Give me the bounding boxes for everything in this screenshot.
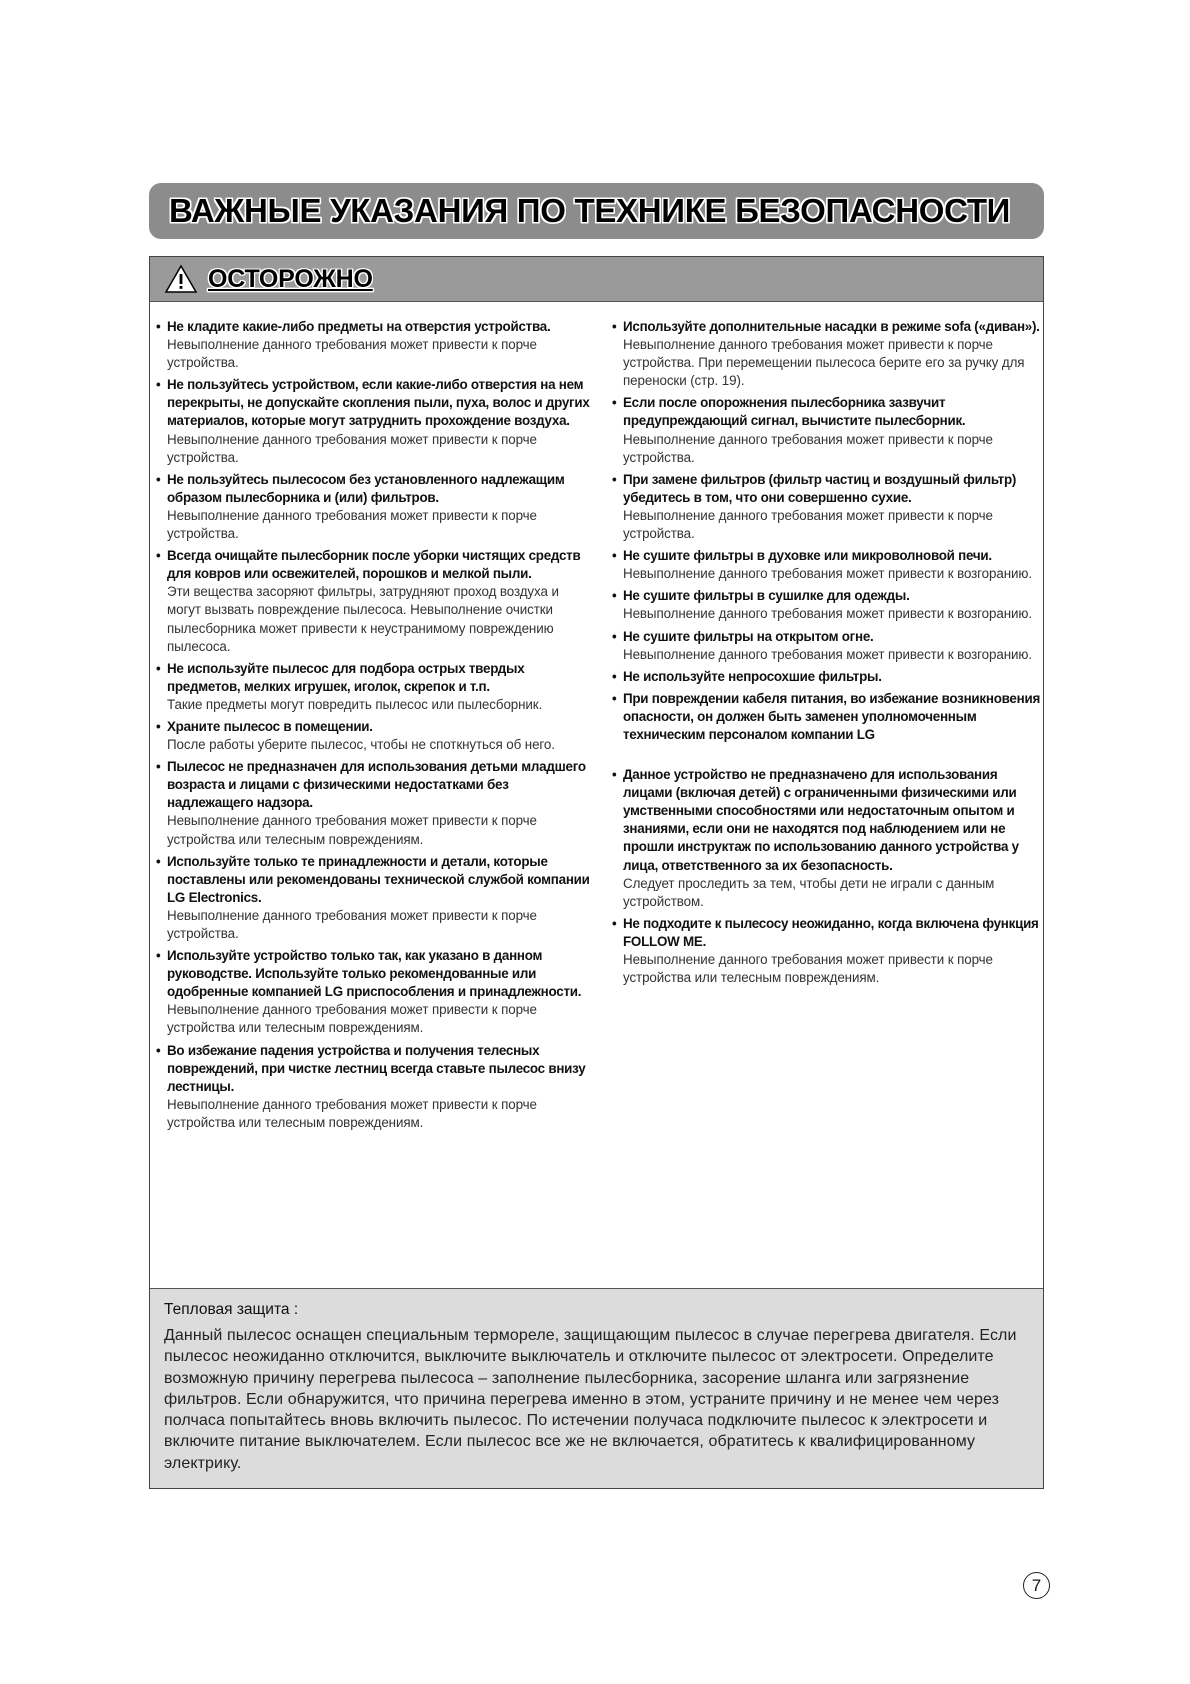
- list-item: [156, 318, 592, 372]
- item-heading: Не подходите к пылесосу неожиданно, когда включена функция FOLLOW ME.: [623, 915, 1039, 949]
- right-column: [612, 318, 1040, 991]
- item-note: Невыполнение данного требования может привести к порче устройства.: [167, 507, 537, 542]
- item-heading: Не используйте пылесос для подбора острых твердых предметов, мелких игрушек, иголок, скрепок и т.п.: [167, 660, 525, 694]
- item-heading: Используйте только те принадлежности и детали, которые поставлены или рекомендованы технической службой компании LG Electronics.: [167, 853, 590, 905]
- item-heading: При замене фильтров (фильтр частиц и воздушный фильтр) убедитесь в том, что они совершенно сухие.: [623, 471, 1017, 505]
- item-heading: Не сушите фильтры на открытом огне.: [623, 628, 874, 644]
- item-heading: Данное устройство не предназначено для использования лицами (включая детей) с ограниченными физическими или умственными способностями или недостаточным опытом и знаниями, если они не находятся под наблюдением или не прошли инструктаж по использованию данного устройства у лица, ответственного за их безопасность.: [623, 767, 1019, 873]
- item-note: Такие предметы могут повредить пылесос или пылесборник.: [167, 696, 543, 712]
- item-note: Невыполнение данного требования может привести к возгоранию.: [623, 606, 1032, 622]
- caution-label: ОСТОРОЖНО: [208, 264, 373, 293]
- list-item: [156, 660, 592, 714]
- caution-frame: [149, 256, 1044, 1489]
- list-item: [612, 394, 1040, 466]
- list-item: [156, 718, 592, 754]
- title-banner: [149, 183, 1044, 239]
- item-heading: Не кладите какие-либо предметы на отверстия устройства.: [167, 319, 551, 334]
- list-item: [156, 947, 592, 1037]
- item-note: Невыполнение данного требования может привести к порче устройства или телесным повреждениям.: [167, 813, 537, 847]
- item-note: Невыполнение данного требования может привести к возгоранию.: [623, 646, 1032, 662]
- item-heading: Всегда очищайте пылесборник после уборки чистящих средств для ковров или освежителей, порошков и мелкой пыли.: [167, 548, 581, 582]
- list-item: [612, 915, 1040, 987]
- item-note: Следует проследить за тем, чтобы дети не играли с данным устройством.: [623, 875, 995, 909]
- page-title: ВАЖНЫЕ УКАЗАНИЯ ПО ТЕХНИКЕ БЕЗОПАСНОСТИ: [169, 192, 1011, 229]
- item-heading: Не пользуйтесь устройством, если какие-либо отверстия на нем перекрыты, не допускайте скопления пыли, пуха, волос и других материалов, которые могут затруднить прохождение воздуха.: [167, 377, 590, 429]
- item-note: Невыполнение данного требования может привести к порче устройства. При перемещении пылесоса берите его за ручку для переноски (стр. 19).: [623, 337, 1025, 389]
- item-note: Невыполнение данного требования может привести к порче устройства или телесным повреждениям.: [623, 952, 993, 986]
- item-heading: Не пользуйтесь пылесосом без установленного надлежащим образом пылесборника и (или) фильтров.: [167, 471, 565, 505]
- list-item: [612, 471, 1040, 543]
- left-column: [156, 318, 592, 1136]
- list-item: [156, 376, 592, 466]
- item-note: Невыполнение данного требования может привести к порче устройства.: [167, 337, 537, 371]
- item-heading: Используйте устройство только так, как указано в данном руководстве. Используйте только рекомендованные или одобренные компанией LG приспособления и принадлежности.: [167, 948, 582, 1000]
- warning-triangle-icon: [164, 264, 198, 294]
- item-heading: При повреждении кабеля питания, во избежание возникновения опасности, он должен быть заменен уполномоченным техническим персоналом компании LG: [623, 690, 1041, 742]
- page-number: 7: [1023, 1572, 1050, 1599]
- item-note: Невыполнение данного требования может привести к порче устройства или телесным повреждениям.: [167, 1002, 537, 1036]
- item-note: Невыполнение данного требования может привести к возгоранию.: [623, 566, 1032, 582]
- list-item: [612, 628, 1040, 664]
- thermal-title: Тепловая защита :: [164, 1301, 299, 1318]
- item-heading: Во избежание падения устройства и получения телесных повреждений, при чистке лестниц всегда ставьте пылесос внизу лестницы.: [167, 1042, 586, 1094]
- item-note: Невыполнение данного требования может привести к порче устройства.: [623, 431, 993, 465]
- list-item: [156, 758, 592, 848]
- item-note: Невыполнение данного требования может привести к порче устройства.: [167, 431, 537, 465]
- item-heading: Не используйте непросохшие фильтры.: [623, 668, 882, 684]
- thermal-text: Данный пылесос оснащен специальным термореле, защищающим пылесос в случае перегрева двигателя. Если пылесос неожиданно отключится, выключите выключатель и отключите пылесос от электросети. Определите возможную причину перегрева пылесоса – заполнение пылесборника, засорение шланга или загрязнение фильтров. Если обнаружится, что причина перегрева именно в этом, устраните причину и не менее чем через полчаса попытайтесь вновь включить пылесос. По истечении получаса подключите пылесос к электросети и включите питание выключателем. Если пылесос все же не включается, обратитесь к квалифицированному электрику.: [164, 1327, 1017, 1472]
- item-note: Эти вещества засоряют фильтры, затрудняют проход воздуха и могут вызвать повреждение пылесоса. Невыполнение очистки пылесборника может привести к неустранимому повреждению пылесоса.: [167, 584, 559, 654]
- item-heading: Не сушите фильтры в сушилке для одежды.: [623, 588, 910, 604]
- list-item: [156, 1042, 592, 1132]
- item-note: Невыполнение данного требования может привести к порче устройства.: [167, 907, 537, 941]
- thermal-protection-box: [150, 1288, 1043, 1488]
- item-note: Невыполнение данного требования может привести к порче устройства или телесным повреждениям.: [167, 1096, 537, 1130]
- list-item: [612, 547, 1040, 583]
- list-item: [156, 853, 592, 943]
- list-item: [156, 471, 592, 543]
- item-heading: Не сушите фильтры в духовке или микроволновой печи.: [623, 548, 992, 564]
- list-item: [612, 690, 1040, 744]
- item-heading: Пылесос не предназначен для использования детьми младшего возраста и лицами с физическими недостатками без надлежащего надзора.: [167, 759, 586, 811]
- item-note: Невыполнение данного требования может привести к порче устройства.: [623, 507, 993, 542]
- item-heading: Храните пылесос в помещении.: [167, 718, 373, 734]
- list-item: [612, 587, 1040, 623]
- caution-header: [150, 257, 1043, 302]
- item-note: После работы уберите пылесос, чтобы не споткнуться об него.: [167, 737, 555, 753]
- list-item: [612, 766, 1040, 911]
- item-heading: Используйте дополнительные насадки в режиме sofa («диван»).: [623, 319, 1040, 334]
- item-heading: Если после опорожнения пылесборника зазвучит предупреждающий сигнал, вычистите пылесборник.: [623, 395, 966, 429]
- list-item: [156, 547, 592, 656]
- list-item: [612, 668, 1040, 686]
- list-item: [612, 318, 1040, 390]
